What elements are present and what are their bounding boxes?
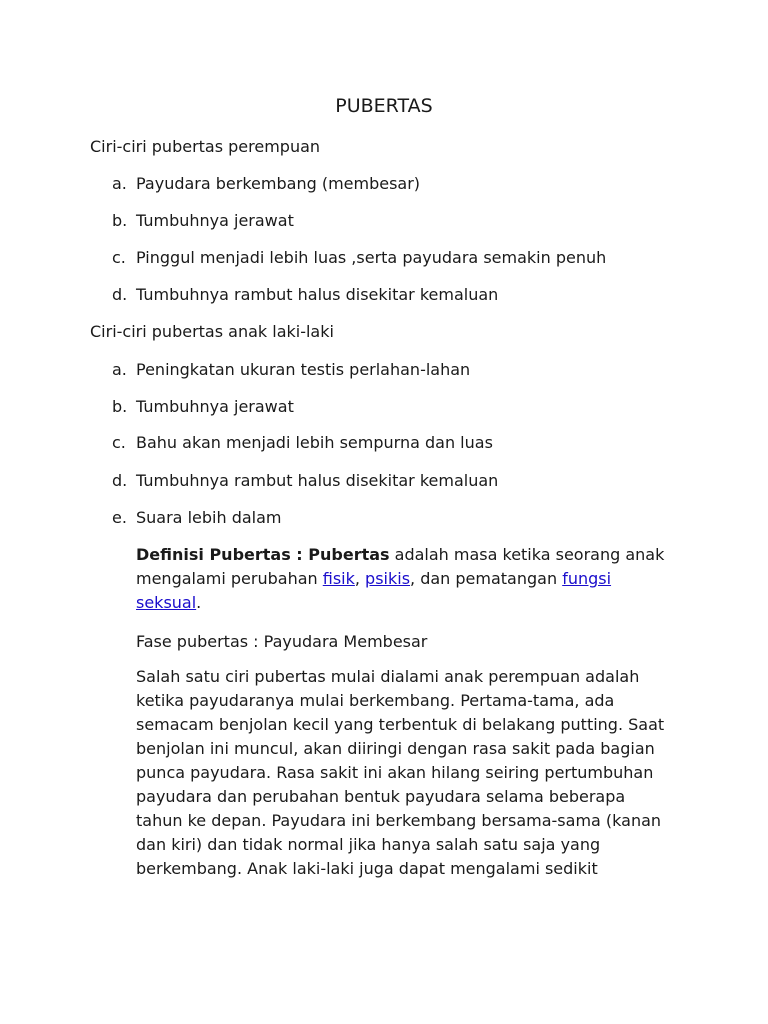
list-item-text: Tumbuhnya rambut halus disekitar kemaluan	[136, 471, 499, 490]
definition-end: .	[196, 593, 202, 612]
link-fungsi-seksual[interactable]: fungsi seksual	[136, 569, 612, 612]
definition-paragraph	[136, 543, 676, 615]
list-item-text: Payudara berkembang (membesar)	[136, 174, 421, 193]
list-marker: c.	[112, 433, 126, 452]
list-marker: b.	[112, 397, 128, 416]
list-item-text: Peningkatan ukuran testis perlahan-lahan	[136, 360, 471, 379]
list-marker: d.	[112, 471, 128, 490]
link-psikis[interactable]: psikis	[365, 569, 411, 588]
definition-text-2: , dan pematangan	[410, 569, 563, 588]
definition-text: adalah masa ketika seorang anak mengalami perubahan	[136, 545, 665, 588]
list-marker: a.	[112, 174, 127, 193]
list-marker: e.	[112, 508, 127, 527]
page-title: PUBERTAS	[335, 95, 433, 117]
list-marker: d.	[112, 285, 128, 304]
list-marker: b.	[112, 211, 128, 230]
list-item-text: Pinggul menjadi lebih luas ,serta payudara semakin penuh	[136, 248, 607, 267]
link-fisik[interactable]: fisik	[322, 569, 355, 588]
list-item-text: Tumbuhnya jerawat	[136, 211, 294, 230]
list-item-text: Tumbuhnya rambut halus disekitar kemaluan	[136, 285, 499, 304]
list-item-text: Tumbuhnya jerawat	[136, 397, 294, 416]
list-marker: a.	[112, 360, 127, 379]
phase-heading: Fase pubertas : Payudara Membesar	[136, 632, 428, 651]
definition-label: Definisi Pubertas :	[136, 545, 309, 564]
section-heading-female: Ciri-ciri pubertas perempuan	[90, 137, 321, 156]
section-heading-male: Ciri-ciri pubertas anak laki-laki	[90, 322, 334, 341]
definition-separator: ,	[354, 569, 366, 588]
list-item-text: Bahu akan menjadi lebih sempurna dan luas	[136, 433, 493, 452]
list-marker: c.	[112, 248, 126, 267]
definition-term: Pubertas	[308, 545, 390, 564]
phase-paragraph: Salah satu ciri pubertas mulai dialami anak perempuan adalah ketika payudaranya mulai berkembang. Pertama-tama, ada semacam benjolan kecil yang terbentuk di belakang putting. Saat benjolan ini muncul, akan diiringi dengan rasa sakit pada bagian punca payudara. Rasa sakit ini akan hilang seiring pertumbuhan payudara dan perubahan bentuk payudara selama beberapa tahun ke depan. Payudara ini berkembang bersama-sama (kanan dan kiri) dan tidak normal jika hanya salah satu saja yang berkembang. Anak laki-laki juga dapat mengalami sedikit	[136, 667, 665, 878]
list-item-text: Suara lebih dalam	[136, 508, 282, 527]
